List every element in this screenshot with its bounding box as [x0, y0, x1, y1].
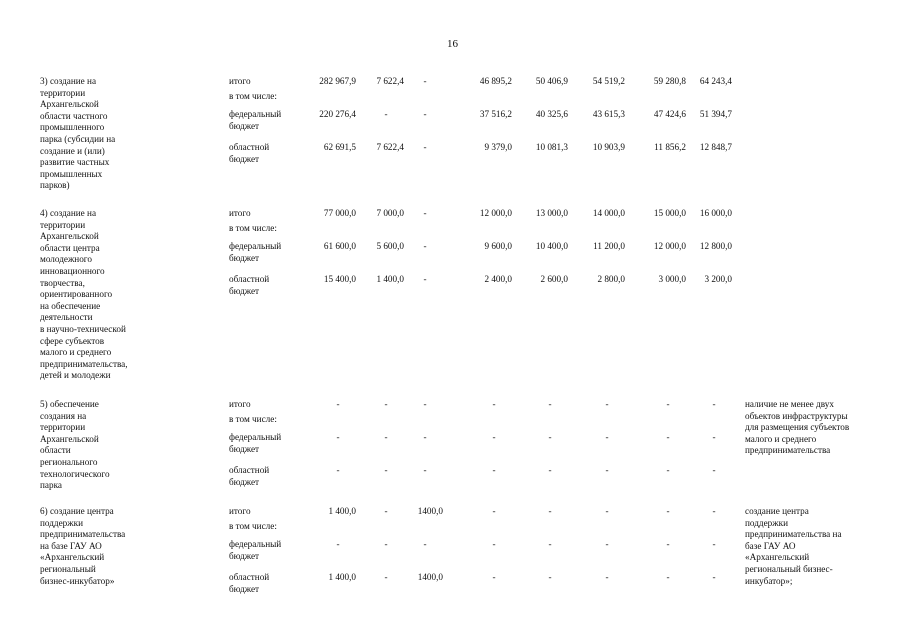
budget-source-label: бюджет	[229, 120, 260, 131]
amount-cell: -	[666, 399, 670, 409]
amount-cell: -	[336, 399, 340, 409]
measure-name-line: 6) создание центра	[40, 506, 114, 516]
budget-source-label: федеральный	[229, 241, 282, 251]
measure-name-line: парка (субсидии на	[40, 134, 116, 144]
amount-cell: -	[423, 465, 427, 475]
amount-cell: 10 081,3	[535, 142, 568, 152]
amount-cell: -	[712, 432, 716, 442]
amount-cell: 51 394,7	[699, 109, 732, 119]
budget-source-label: бюджет	[229, 252, 260, 263]
measure-name-line: области центра	[40, 242, 100, 253]
amount-cell: 10 400,0	[535, 241, 568, 251]
budget-source-label: итого	[229, 76, 251, 86]
measure-name-line: на базе ГАУ АО	[40, 540, 102, 551]
amount-cell: -	[423, 539, 427, 549]
measure-name-line: детей и молодежи	[40, 370, 111, 381]
measure-name-line: региональный	[40, 564, 96, 574]
measure-name-line: парка	[40, 480, 62, 491]
amount-cell: -	[423, 109, 427, 119]
measure-name-line: регионального	[40, 457, 98, 467]
expected-result-line: предпринимательства на	[745, 529, 842, 540]
measure-name-line: технологического	[40, 468, 110, 479]
measure-name-line: в научно-технической	[40, 324, 126, 334]
measure-name-line: бизнес-инкубатор»	[40, 575, 115, 586]
expected-result-line: «Архангельский	[745, 552, 810, 563]
amount-cell: -	[384, 432, 388, 442]
amount-cell: 46 895,2	[479, 76, 512, 86]
budget-source-label: бюджет	[229, 583, 260, 594]
amount-cell: -	[423, 76, 427, 86]
budget-source-label: итого	[229, 399, 251, 409]
amount-cell: 1 400,0	[376, 274, 404, 284]
amount-cell: 13 000,0	[535, 208, 568, 218]
measure-name-line: поддержки	[40, 517, 83, 528]
amount-cell: -	[548, 572, 552, 582]
amount-cell: 47 424,6	[653, 109, 686, 119]
amount-cell: -	[384, 399, 388, 409]
amount-cell: -	[548, 399, 552, 409]
amount-cell: 12 800,0	[699, 241, 732, 251]
amount-cell: -	[605, 572, 609, 582]
amount-cell: -	[712, 572, 716, 582]
measure-name-line: творчества,	[40, 277, 85, 288]
expected-result-line: предпринимательства	[745, 445, 831, 456]
measure-name-line: территории	[40, 422, 86, 433]
measure-name-line: территории	[40, 219, 86, 230]
amount-cell: 282 967,9	[319, 76, 356, 86]
measure-name-line: «Архангельский	[40, 552, 105, 563]
amount-cell: -	[548, 506, 552, 516]
expected-result-line: инкубатор»;	[745, 575, 793, 586]
amount-cell: 62 691,5	[323, 142, 356, 152]
budget-source-label: федеральный	[229, 539, 282, 549]
measure-name-line: молодежного	[40, 254, 92, 265]
budget-source-label: областной	[229, 465, 270, 475]
amount-cell: 50 406,9	[535, 76, 568, 86]
amount-cell: -	[384, 539, 388, 549]
measure-name-line: области	[40, 445, 71, 456]
amount-cell: 10 903,9	[592, 142, 625, 152]
expected-result-line: наличие не менее двух	[745, 399, 834, 409]
amount-cell: -	[423, 399, 427, 409]
page-number: 16	[447, 38, 458, 50]
amount-cell: -	[712, 539, 716, 549]
amount-cell: 40 325,6	[535, 109, 568, 119]
measure-name-line: территории	[40, 87, 86, 98]
amount-cell: 64 243,4	[699, 76, 732, 86]
budget-source-label: в том числе:	[229, 91, 277, 101]
measure-name-line: Архангельской	[40, 433, 99, 444]
amount-cell: -	[712, 399, 716, 409]
amount-cell: 61 600,0	[323, 241, 356, 251]
amount-cell: -	[666, 539, 670, 549]
amount-cell: -	[666, 572, 670, 582]
amount-cell: -	[548, 432, 552, 442]
amount-cell: -	[605, 506, 609, 516]
measure-name-line: развитие частных	[40, 157, 110, 168]
budget-source-label: федеральный	[229, 109, 282, 119]
amount-cell: -	[712, 506, 716, 516]
expected-result-line: поддержки	[745, 517, 788, 528]
amount-cell: -	[336, 539, 340, 549]
amount-cell: 2 600,0	[540, 274, 568, 284]
amount-cell: -	[666, 465, 670, 475]
budget-source-label: областной	[229, 274, 270, 284]
amount-cell: 220 276,4	[319, 109, 356, 119]
amount-cell: -	[605, 465, 609, 475]
amount-cell: -	[548, 539, 552, 549]
measure-name-line: промышленных	[40, 168, 103, 179]
amount-cell: 12 848,7	[699, 142, 732, 152]
measure-name-line: предпринимательства	[40, 529, 126, 540]
amount-cell: -	[492, 432, 496, 442]
amount-cell: -	[423, 241, 427, 251]
amount-cell: 2 800,0	[597, 274, 625, 284]
expected-result-line: для размещения субъектов	[745, 422, 850, 433]
amount-cell: 7 622,4	[376, 142, 404, 152]
measure-name-line: деятельности	[40, 312, 93, 323]
amount-cell: -	[666, 506, 670, 516]
amount-cell: -	[336, 432, 340, 442]
measure-name-line: на обеспечение	[40, 300, 101, 311]
budget-source-label: федеральный	[229, 432, 282, 442]
amount-cell: 1 400,0	[328, 572, 356, 582]
amount-cell: -	[492, 539, 496, 549]
measure-name-line: сфере субъектов	[40, 335, 105, 346]
budget-source-label: бюджет	[229, 550, 260, 561]
amount-cell: -	[384, 572, 388, 582]
amount-cell: 2 400,0	[484, 274, 512, 284]
amount-cell: 12 000,0	[479, 208, 512, 218]
amount-cell: -	[492, 506, 496, 516]
amount-cell: -	[423, 274, 427, 284]
measure-name-line: 3) создание на	[40, 76, 97, 86]
expected-result-line: малого и среднего	[745, 433, 817, 444]
amount-cell: 14 000,0	[592, 208, 625, 218]
measure-name-line: создания на	[40, 410, 87, 421]
amount-cell: 43 615,3	[592, 109, 625, 119]
expected-result-line: создание центра	[745, 506, 809, 516]
budget-source-label: бюджет	[229, 443, 260, 454]
budget-source-label: областной	[229, 142, 270, 152]
amount-cell: 1400,0	[417, 506, 443, 516]
measure-name-line: Архангельской	[40, 231, 99, 242]
budget-source-label: в том числе:	[229, 521, 277, 531]
budget-source-label: бюджет	[229, 476, 260, 487]
amount-cell: -	[712, 465, 716, 475]
budget-source-label: в том числе:	[229, 414, 277, 424]
amount-cell: 1 400,0	[328, 506, 356, 516]
amount-cell: -	[384, 506, 388, 516]
amount-cell: -	[384, 109, 388, 119]
amount-cell: -	[423, 432, 427, 442]
amount-cell: 7 622,4	[376, 76, 404, 86]
budget-source-label: итого	[229, 208, 251, 218]
amount-cell: -	[336, 465, 340, 475]
amount-cell: 5 600,0	[376, 241, 404, 251]
budget-source-label: бюджет	[229, 285, 260, 296]
measure-name-line: парков)	[40, 180, 70, 191]
amount-cell: -	[548, 465, 552, 475]
amount-cell: -	[492, 572, 496, 582]
amount-cell: 11 200,0	[593, 241, 625, 251]
measure-name-line: промышленного	[40, 122, 105, 133]
amount-cell: 1400,0	[417, 572, 443, 582]
expected-result-line: объектов инфраструктуры	[745, 410, 848, 421]
measure-name-line: 5) обеспечение	[40, 399, 99, 409]
amount-cell: -	[666, 432, 670, 442]
amount-cell: 77 000,0	[323, 208, 356, 218]
amount-cell: 54 519,2	[592, 76, 625, 86]
amount-cell: 12 000,0	[653, 241, 686, 251]
amount-cell: 9 379,0	[484, 142, 512, 152]
amount-cell: -	[605, 399, 609, 409]
amount-cell: 7 000,0	[376, 208, 404, 218]
expected-result-line: базе ГАУ АО	[745, 540, 796, 551]
amount-cell: -	[384, 465, 388, 475]
amount-cell: -	[605, 539, 609, 549]
amount-cell: -	[605, 432, 609, 442]
measure-name-line: области частного	[40, 110, 108, 121]
amount-cell: -	[423, 142, 427, 152]
budget-source-label: итого	[229, 506, 251, 516]
amount-cell: 3 200,0	[704, 274, 732, 284]
budget-source-label: областной	[229, 572, 270, 582]
measure-name-line: ориентированного	[40, 289, 113, 300]
measure-name-line: малого и среднего	[40, 347, 112, 358]
amount-cell: 59 280,8	[653, 76, 686, 86]
amount-cell: -	[423, 208, 427, 218]
amount-cell: 37 516,2	[479, 109, 512, 119]
measure-name-line: создание и (или)	[40, 145, 105, 156]
amount-cell: 16 000,0	[699, 208, 732, 218]
amount-cell: 15 400,0	[323, 274, 356, 284]
measure-name-line: Архангельской	[40, 99, 99, 110]
amount-cell: 3 000,0	[658, 274, 686, 284]
expected-result-line: региональный бизнес-	[745, 564, 833, 574]
measure-name-line: 4) создание на	[40, 208, 97, 218]
budget-source-label: бюджет	[229, 153, 260, 164]
amount-cell: -	[492, 399, 496, 409]
amount-cell: 11 856,2	[654, 142, 686, 152]
amount-cell: -	[492, 465, 496, 475]
measure-name-line: предпринимательства,	[40, 358, 128, 369]
amount-cell: 15 000,0	[653, 208, 686, 218]
measure-name-line: инновационного	[40, 266, 105, 276]
budget-source-label: в том числе:	[229, 223, 277, 233]
amount-cell: 9 600,0	[484, 241, 512, 251]
